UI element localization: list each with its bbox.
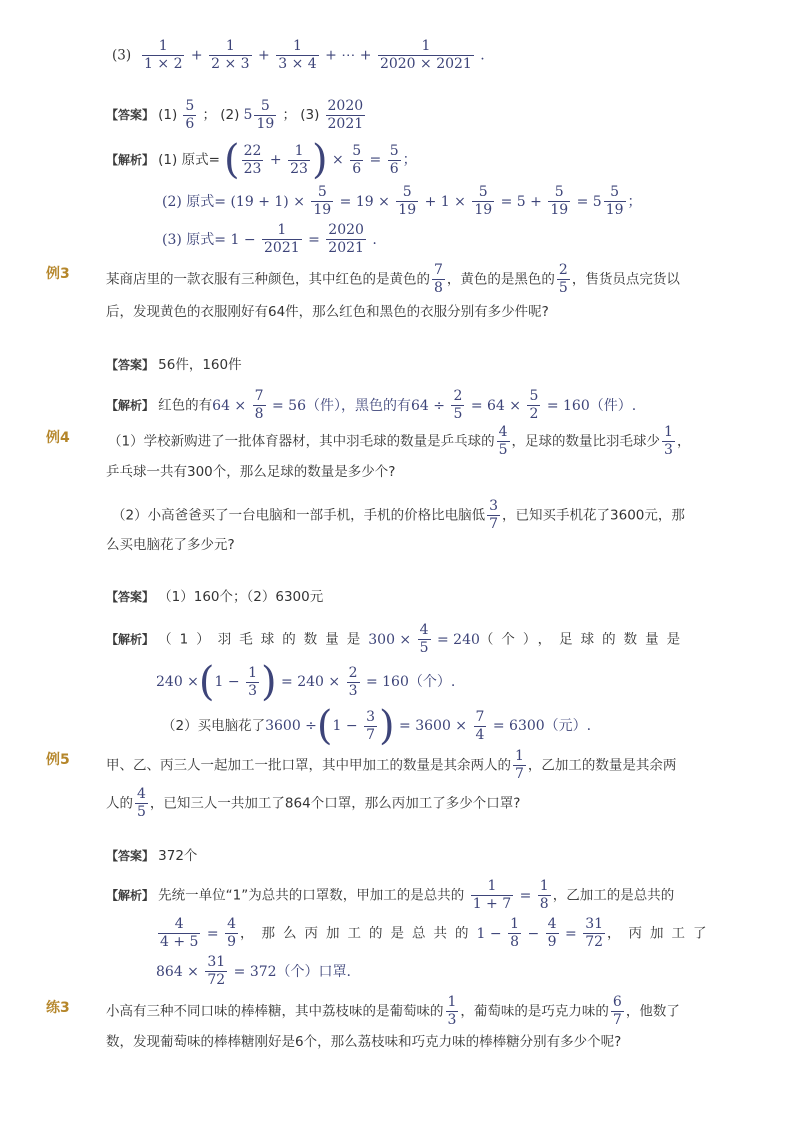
example-4-analysis-line-2: 240 ×(1 − $\frac{1}{3}$ ) = 240 × $\frac{2}{3}$ = 160（个）. [156, 659, 456, 705]
question-3-expression: (3) $\frac{1}{1 \times 2}$ + $\frac{1}{2 \times 3}$ + $\frac{1}{3 \times 4}$ + ⋯ + $\frac{1}{2020 \times 2021}$ . [112, 38, 485, 72]
example-4-part-2-line-2: 么买电脑花了多少元? [106, 537, 235, 553]
fraction: $\frac{1}{8}$ [510, 916, 519, 950]
fraction: $\frac{4}{5}$ [498, 424, 508, 458]
fraction: $\frac{1}{3}$ [664, 424, 673, 458]
practice-3-question-line-1: 小高有三种不同口味的棒棒糖，其中荔枝味的是葡萄味的 $\frac{1}{3}$ ，葡萄味的是巧克力味的 $\frac{6}{7}$ ，他数了 [106, 994, 680, 1028]
q3-ellipsis: + ⋯ + [325, 47, 372, 64]
fraction: $\frac{1}{2021}$ [264, 222, 300, 256]
q3-label: (3) [112, 47, 132, 64]
example-5-question-line-2: 人的 $\frac{4}{5}$ ，已知三人一共加工了864个口罩，那么丙加工了多少个口罩? [106, 786, 521, 820]
fraction: $\frac{2020}{2021}$ [328, 222, 364, 256]
analysis-label: 【解析】 [106, 153, 155, 167]
q3-term-3: $\frac{1}{3 \times 4}$ [278, 38, 317, 72]
fraction: $\frac{2}{3}$ [348, 664, 358, 699]
example-3-label: 例3 [46, 266, 70, 282]
example-3-analysis: 【解析】 红色的有64 × $\frac{7}{8}$ = 56（件），黑色的有64 ÷ $\frac{2}{5}$ = 64 × $\frac{5}{2}$ = 160（件）. [106, 388, 637, 422]
fraction: $\frac{4}{5}$ [137, 786, 146, 820]
answer-label: 【答案】 [106, 849, 155, 863]
example-4-part-1-line-2: 乒乓球一共有300个，那么足球的数量是多少个? [106, 464, 396, 480]
fraction: $\frac{7}{4}$ [475, 708, 485, 743]
fraction: $\frac{1}{7}$ [515, 748, 524, 782]
q3-term-1: $\frac{1}{1 \times 2}$ [144, 38, 183, 72]
fraction: $\frac{5}{19}$ [550, 184, 569, 218]
analysis-label: 【解析】 [106, 632, 155, 647]
example-3-answer: 【答案】 56件，160件 [106, 357, 242, 373]
example-4-analysis-line-1: 【解析】 （1）羽毛球的数量是300 × $\frac{4}{5}$ = 240（个），足球的数量是 [106, 622, 689, 656]
fraction: $\frac{7}{8}$ [434, 262, 443, 296]
fraction: $\frac{5}{19}$ [398, 184, 417, 218]
fraction: $\frac{7}{8}$ [254, 388, 264, 422]
fraction: $\frac{1}{23}$ [290, 142, 308, 177]
example-5-label: 例5 [46, 752, 70, 768]
answer-block-1: 【答案】 (1) $\frac{5}{6}$ ； (2) 5 $\frac{5}{19}$ ； (3) $\frac{2020}{2021}$ [106, 98, 364, 132]
q3-term-last: $\frac{1}{2020 \times 2021}$ [379, 38, 472, 72]
answer-label: 【答案】 [106, 590, 155, 604]
fraction: $\frac{2}{5}$ [453, 388, 463, 422]
q3-term-2: $\frac{1}{2 \times 3}$ [211, 38, 250, 72]
fraction: $\frac{22}{23}$ [243, 142, 262, 177]
example-4-label: 例4 [46, 430, 70, 446]
fraction: $\frac{1}{3}$ [248, 664, 257, 699]
example-5-analysis-line-2: $\frac{4}{4 + 5}$ = $\frac{4}{9}$ ，那么丙加工的是总共的1 − $\frac{1}{8}$ − $\frac{4}{9}$ = $\frac{31}{72}$ ，丙加工了 [160, 916, 715, 950]
answer-fraction: $\frac{5}{19}$ [256, 98, 275, 132]
answer-label: 【答案】 [106, 108, 155, 122]
fraction: $\frac{31}{72}$ [585, 916, 604, 950]
fraction: $\frac{1}{1 + 7}$ [472, 878, 512, 912]
answer-label: 【答案】 [106, 358, 155, 372]
fraction: $\frac{1}{3}$ [447, 994, 457, 1028]
analysis-label: 【解析】 [106, 888, 155, 903]
fraction: $\frac{4}{4 + 5}$ [160, 916, 199, 950]
example-4-analysis-line-3: （2）买电脑花了3600 ÷(1 − $\frac{3}{7}$ ) = 3600 × $\frac{7}{4}$ = 6300（元）. [162, 703, 592, 749]
analysis-line-1: 【解析】 (1) 原式= ( $\frac{22}{23}$ + $\frac{1}{23}$ ) × $\frac{5}{6}$ = $\frac{5}{6}$ ； [106, 137, 417, 183]
answer-fraction: $\frac{2020}{2021}$ [327, 98, 364, 132]
example-5-analysis-line-1: 【解析】 先统一单位“1”为总共的口罩数，甲加工的是总共的 $\frac{1}{1 + 7}$ = $\frac{1}{8}$ ，乙加工的是总共的 [106, 878, 675, 912]
example-5-question-line-1: 甲、乙、丙三人一起加工一批口罩，其中甲加工的数量是其余两人的 $\frac{1}{7}$ ，乙加工的数量是其余两 [106, 748, 677, 782]
fraction: $\frac{2}{5}$ [558, 262, 568, 296]
fraction: $\frac{3}{7}$ [366, 708, 375, 743]
practice-3-label: 练3 [46, 1000, 70, 1016]
analysis-label: 【解析】 [106, 398, 155, 413]
fraction: $\frac{4}{5}$ [419, 622, 429, 656]
analysis-line-3: (3) 原式= 1 − $\frac{1}{2021}$ = $\frac{2020}{2021}$ . [162, 222, 377, 256]
fraction: $\frac{31}{72}$ [207, 954, 226, 988]
fraction: $\frac{5}{6}$ [352, 142, 362, 177]
fraction: $\frac{3}{7}$ [489, 498, 499, 532]
example-3-question-line-2: 后，发现黄色的衣服刚好有64件，那么红色和黑色的衣服分别有多少件呢? [106, 304, 549, 320]
example-5-analysis-line-3: 864 × $\frac{31}{72}$ = 372（个）口罩. [156, 954, 351, 988]
example-3-question-line-1: 某商店里的一款衣服有三种颜色，其中红色的是黄色的 $\frac{7}{8}$ ，黄色的是黑色的 $\frac{2}{5}$ ，售货员点完货以 [106, 262, 680, 296]
example-5-answer: 【答案】 372个 [106, 848, 198, 864]
answer-fraction: $\frac{5}{6}$ [185, 98, 195, 132]
fraction: $\frac{5}{19}$ [474, 184, 493, 218]
fraction: $\frac{5}{19}$ [313, 184, 332, 218]
fraction: $\frac{4}{9}$ [227, 916, 237, 950]
example-4-part-1-line-1: （1）学校新购进了一批体育器材，其中羽毛球的数量是乒乓球的 $\frac{4}{5}$ ，足球的数量比羽毛球少 $\frac{1}{3}$ ， [108, 424, 691, 458]
example-4-part-2-line-1: （2）小高爸爸买了一台电脑和一部手机，手机的价格比电脑低 $\frac{3}{7}$ ，已知买手机花了3600元，那 [112, 498, 685, 532]
fraction: $\frac{5}{19}$ [605, 184, 624, 218]
fraction: $\frac{4}{9}$ [547, 916, 557, 950]
fraction: $\frac{5}{2}$ [529, 388, 539, 422]
analysis-line-2: (2) 原式= (19 + 1) × $\frac{5}{19}$ = 19 × $\frac{5}{19}$ + 1 × $\frac{5}{19}$ = 5 + $\frac{5}{19}$ = 5 $\frac{5}{19}$ ； [162, 184, 642, 218]
fraction: $\frac{5}{6}$ [389, 142, 399, 177]
practice-3-question-line-2: 数，发现葡萄味的棒棒糖刚好是6个，那么荔枝味和巧克力味的棒棒糖分别有多少个呢? [106, 1034, 622, 1050]
fraction: $\frac{6}{7}$ [612, 994, 622, 1028]
example-4-answer: 【答案】 （1）160个；（2）6300元 [106, 589, 324, 605]
fraction: $\frac{1}{8}$ [539, 878, 549, 912]
